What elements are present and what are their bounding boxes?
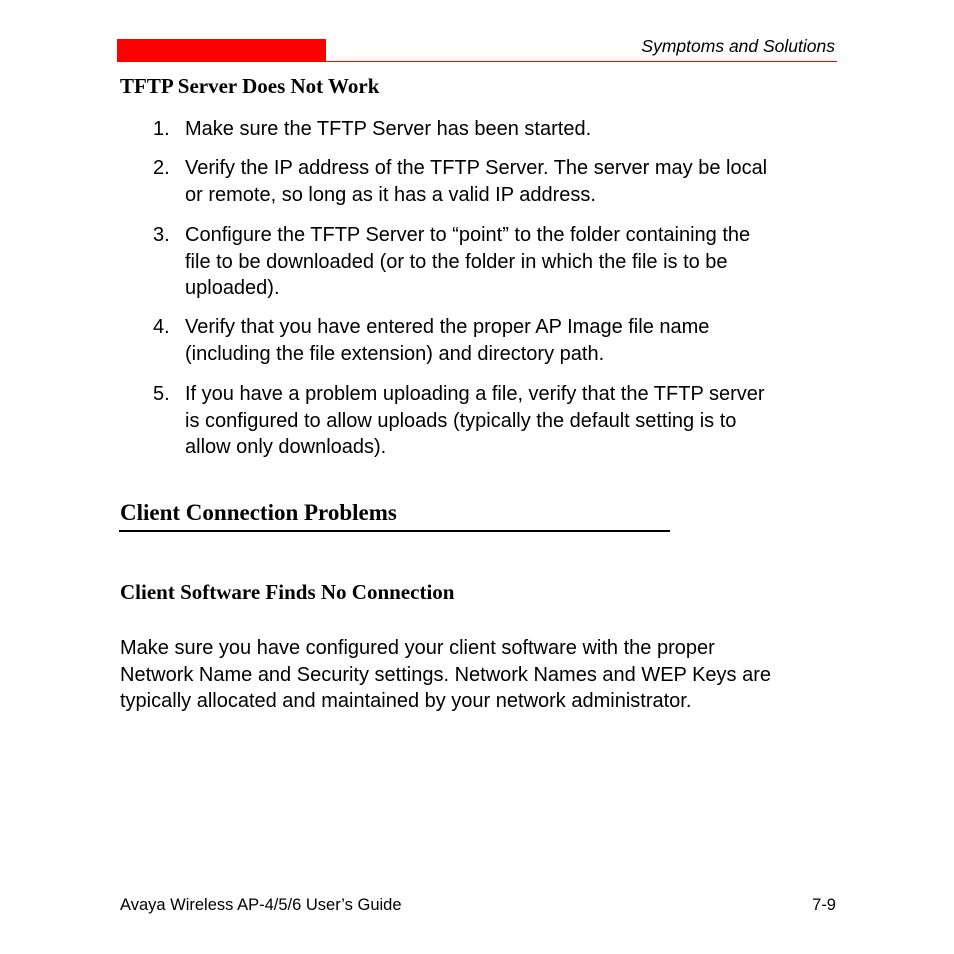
section-heading-client-connection: Client Connection Problems (120, 500, 397, 525)
footer-page-number: 7-9 (812, 896, 836, 914)
step-number: 4. (153, 316, 170, 338)
footer-guide-title: Avaya Wireless AP-4/5/6 User’s Guide (120, 896, 402, 914)
step-line: allow only downloads). (185, 436, 387, 458)
step-text (185, 314, 845, 367)
header-red-bar (117, 39, 326, 61)
step-text (185, 116, 845, 143)
step-line: is configured to allow uploads (typically the default setting is to (185, 409, 737, 432)
step-text (185, 222, 845, 302)
header-rule (117, 61, 837, 62)
client-software-paragraph (120, 635, 771, 715)
step-line: file to be downloaded (or to the folder in which the file is to be (185, 250, 728, 273)
step-line: (including the file extension) and directory path. (185, 342, 605, 365)
step-line: Make sure the TFTP Server has been started. (185, 118, 592, 140)
step-line: Verify that you have entered the proper AP Image file name (185, 316, 710, 338)
step-line: Verify the IP address of the TFTP Server. The server may be local (185, 157, 768, 179)
section-heading-rule (119, 530, 670, 532)
section-heading-tftp: TFTP Server Does Not Work (120, 74, 380, 98)
step-number: 5. (153, 383, 170, 405)
step-line: uploaded). (185, 277, 280, 299)
step-line: Configure the TFTP Server to “point” to the folder containing the (185, 224, 751, 246)
step-line: If you have a problem uploading a file, verify that the TFTP server (185, 383, 765, 405)
running-header-title: Symptoms and Solutions (641, 36, 835, 56)
paragraph-line: Network Name and Security settings. Network Names and WEP Keys are (120, 663, 771, 686)
step-number: 1. (153, 118, 170, 140)
paragraph-line: Make sure you have configured your client software with the proper (120, 637, 715, 659)
paragraph-line: typically allocated and maintained by your network administrator. (120, 690, 692, 712)
section-heading-client-software: Client Software Finds No Connection (120, 580, 455, 604)
step-text (185, 381, 845, 461)
step-number: 3. (153, 224, 170, 246)
step-number: 2. (153, 157, 170, 179)
step-text (185, 155, 845, 208)
step-line: or remote, so long as it has a valid IP address. (185, 183, 596, 206)
